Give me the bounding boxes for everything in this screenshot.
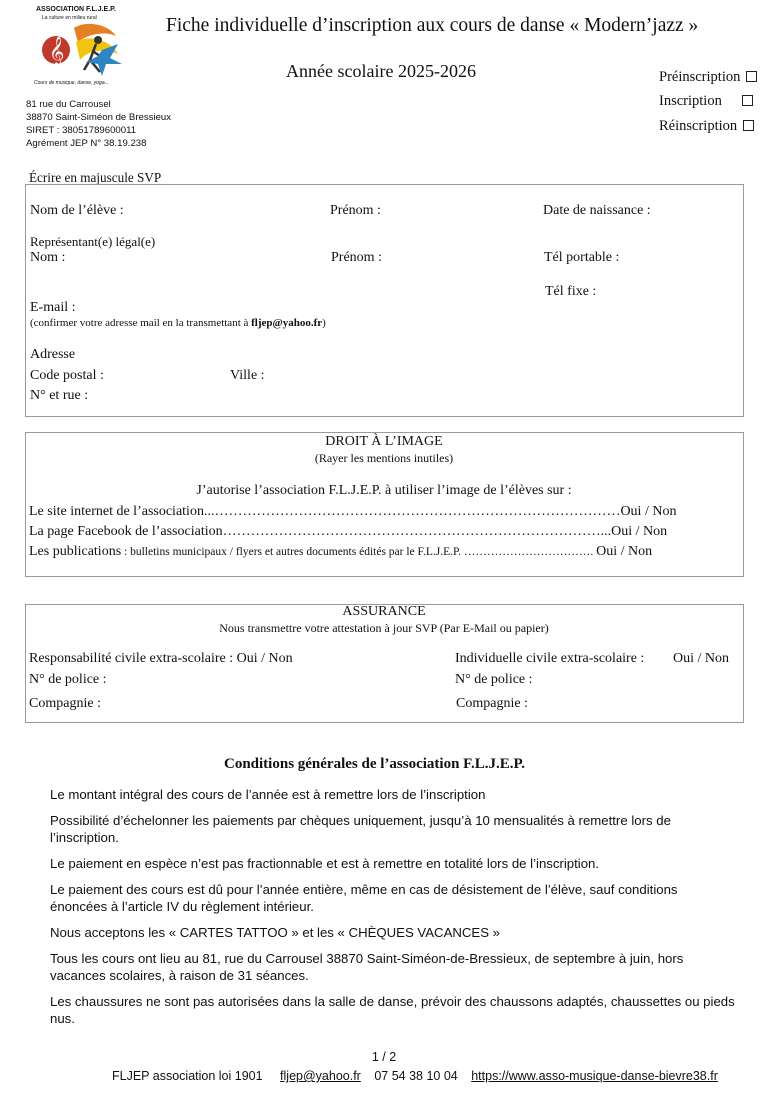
page-number: 1 / 2	[371, 1050, 397, 1064]
option-reinscription[interactable]: Réinscription	[659, 118, 754, 135]
image-rights-subtitle: (Rayer les mentions inutiles)	[314, 451, 454, 465]
civil-liability-label: Responsabilité civile extra-scolaire : Oui / Non	[29, 651, 293, 666]
company-label: Compagnie :	[29, 696, 101, 711]
guardian-label: Représentant(e) légal(e)	[30, 234, 156, 249]
mobile-phone-label: Tél portable :	[544, 250, 620, 265]
inscription-checkbox[interactable]	[742, 95, 753, 106]
page-title: Fiche individuelle d’inscription aux cours de danse « Modern’jazz »	[166, 15, 699, 36]
logo-emblem-icon	[38, 20, 124, 78]
policy-number-label-2: N° de police :	[455, 672, 533, 687]
option-preinscription[interactable]: Préinscription	[659, 69, 757, 86]
landline-label: Tél fixe :	[545, 284, 597, 299]
student-name-label: Nom de l’élève :	[30, 203, 124, 218]
condition-paragraph: Le paiement en espèce n’est pas fractionnable et est à remettre en totalité lors de l’inscription.	[50, 856, 600, 871]
birthdate-label: Date de naissance :	[543, 203, 651, 218]
reinscription-checkbox[interactable]	[743, 120, 754, 131]
email-note-address: fljep@yahoo.fr	[251, 317, 323, 329]
email-note: (confirmer votre adresse mail en la transmettant à fljep@yahoo.fr)	[30, 317, 326, 329]
footer-line	[112, 1069, 718, 1083]
agrement-line: Agrément JEP N° 38.19.238	[26, 138, 147, 149]
address-label: Adresse	[30, 347, 76, 362]
condition-paragraph: Tous les cours ont lieu au 81, rue du Carrousel 38870 Saint-Siméon-de-Bressieux, de septembre à juin, hors	[50, 951, 684, 966]
facebook-consent-row: La page Facebook de l’association………………………………………………………………………...Oui / Non	[29, 524, 668, 539]
individual-civil-label: Individuelle civile extra-scolaire :	[455, 651, 645, 666]
address-line: 38870 Saint-Siméon de Bressieux	[26, 112, 172, 123]
street-label: N° et rue :	[30, 388, 89, 403]
footer-website-link[interactable]: https://www.asso-musique-danse-bievre38.fr	[471, 1069, 718, 1083]
svg-text:𝄞: 𝄞	[49, 37, 65, 67]
insurance-subtitle: Nous transmettre votre attestation à jour SVP (Par E-Mail ou papier)	[219, 621, 549, 635]
city-label: Ville :	[230, 368, 265, 383]
option-inscription[interactable]: Inscription	[659, 93, 753, 110]
email-label: E-mail :	[30, 300, 76, 315]
conditions-text	[50, 786, 735, 1027]
footer-association: FLJEP association loi 1901	[112, 1069, 263, 1083]
postal-code-label: Code postal :	[30, 368, 104, 383]
logo-tagline: La culture en milieu rural	[42, 15, 97, 21]
image-rights-title: DROIT À L’IMAGE	[325, 434, 443, 449]
condition-paragraph: Le paiement des cours est dû pour l’année entière, même en cas de désistement de l’élève, sauf conditions	[50, 882, 678, 897]
website-consent-row: Le site internet de l’association...……………………………………………………………………………Oui / Non	[29, 504, 677, 519]
association-logo	[30, 4, 130, 88]
student-firstname-label: Prénom :	[330, 203, 381, 218]
insurance-title: ASSURANCE	[342, 604, 426, 619]
image-rights-intro: J’autorise l’association F.L.J.E.P. à utiliser l’image de l’élèves sur :	[196, 483, 572, 498]
preinscription-checkbox[interactable]	[746, 71, 757, 82]
condition-paragraph: nus.	[50, 1011, 75, 1026]
policy-number-label: N° de police :	[29, 672, 107, 687]
condition-paragraph: l’inscription.	[50, 830, 119, 845]
address-line: 81 rue du Carrousel	[26, 99, 111, 110]
footer-email-link[interactable]: fljep@yahoo.fr	[280, 1069, 361, 1083]
school-year: Année scolaire 2025-2026	[286, 61, 476, 81]
conditions-title: Conditions générales de l’association F.L.J.E.P.	[224, 756, 526, 772]
siret-line: SIRET : 38051789600011	[26, 125, 137, 136]
publications-consent-row: Les publications : bulletins municipaux / flyers et autres documents édités par le F.L.J.E.P. ……………………………. Oui / Non	[29, 544, 653, 559]
uppercase-note: Écrire en majuscule SVP	[29, 170, 162, 185]
condition-paragraph: Nous acceptons les « CARTES TATTOO » et les « CHÈQUES VACANCES »	[50, 925, 501, 940]
condition-paragraph: énoncées à l’article IV du règlement intérieur.	[50, 899, 314, 914]
association-address	[26, 98, 171, 150]
guardian-name-label: Nom :	[30, 250, 66, 265]
guardian-firstname-label: Prénom :	[331, 250, 382, 265]
condition-paragraph: vacances scolaires, à raison de 31 séances.	[50, 968, 309, 983]
condition-paragraph: Possibilité d’échelonner les paiements par chèques uniquement, jusqu’à 10 mensualités à remettre lors de	[50, 813, 671, 828]
condition-paragraph: Les chaussures ne sont pas autorisées dans la salle de danse, prévoir des chaussons adaptés, chaussettes ou pieds	[50, 994, 735, 1009]
individual-civil-choice: Oui / Non	[673, 651, 729, 666]
condition-paragraph: Le montant intégral des cours de l’année est à remettre lors de l’inscription	[50, 787, 486, 802]
company-label-2: Compagnie :	[456, 696, 528, 711]
logo-caption: Cours de musique, danse, yoga...	[34, 80, 109, 86]
logo-name: ASSOCIATION F.L.J.E.P.	[36, 6, 116, 13]
footer-phone: 07 54 38 10 04	[374, 1069, 458, 1083]
